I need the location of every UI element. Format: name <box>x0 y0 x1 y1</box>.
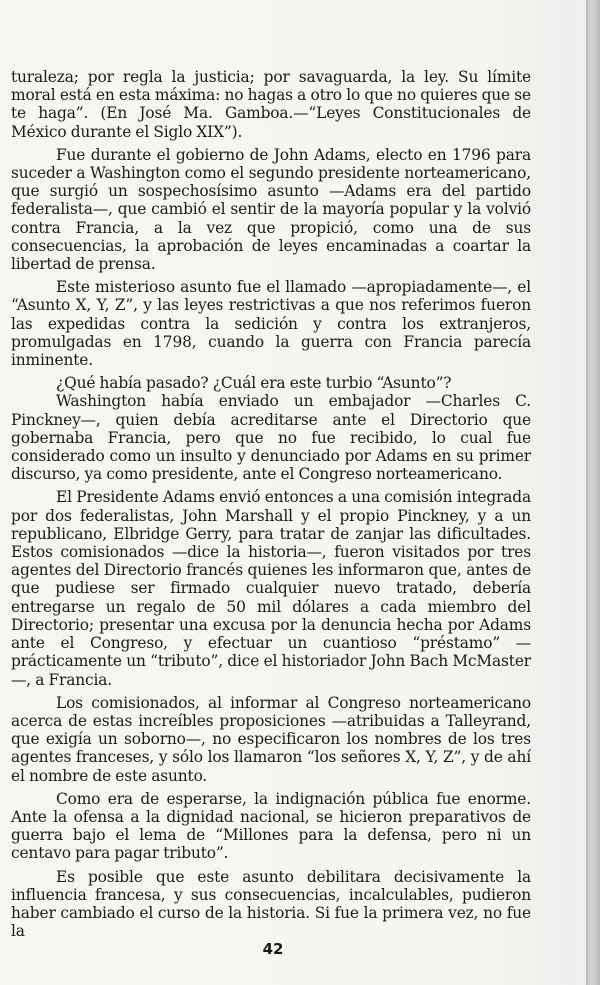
paragraph-question: ¿Qué había pasado? ¿Cuál era este turbio “Asunto”? <box>56 374 452 393</box>
paragraph-comisionados: Los comisionados, al informar al Congreso norteamericano acerca de estas increíbles proposiciones —atribuidas a Talleyrand, que exigía un soborno—, no especificaron los nombres de los tres agentes franceses, y sólo los llamaron “los señores X, Y, Z”, y de ahí el nombre de este asunto. <box>11 693 531 785</box>
paragraph-indignacion: Como era de esperarse, la indignación pública fue enorme. Ante la ofensa a la dignidad nacional, se hicieron preparativos de guerra bajo el lema de “Millones para la defensa, pero ni un centavo para pagar tributo”. <box>11 789 531 863</box>
paragraph-comision: El Presidente Adams envió entonces a una comisión integrada por dos federalistas, John Marshall y el propio Pinckney, y a un republicano, Elbridge Gerry, para tratar de zanjar las dificultades. Estos comisionados —dice la historia—, fueron visitados por tres agentes del Directorio francés quienes les informaron que, antes de que pudiese ser firmado cualquier nuevo tratado, debería entregarse un regalo de 50 mil dólares a cada miembro del Directorio; presentar una excusa por la denuncia hecha por Adams ante el Congreso, y efectuar un cuantioso “préstamo” —prácticamente un “tributo”, dice el historiador John Bach McMaster—, a Francia. <box>11 488 531 689</box>
body-text <box>11 68 531 940</box>
paragraph-pinckney: Washington había enviado un embajador —Charles C. Pinckney—, quien debía acreditarse ante el Directorio que gobernaba Francia, pero que no fue recibido, lo cual fue considerado como un insulto y denunciado por Adams en su primer discurso, ya como presidente, ante el Congreso norteamericano. <box>11 392 531 484</box>
paragraph-continuation: turaleza; por regla la justicia; por savaguarda, la ley. Su límite moral está en esta máxima: no hagas a otro lo que no quieres que se te haga”. (En José Ma. Gamboa.—“Leyes Constitucionales de México durante el Siglo XIX”). <box>11 68 531 141</box>
page-number: 42 <box>262 940 284 958</box>
page-edge-shadow <box>586 0 600 985</box>
paragraph-influencia: Es posible que este asunto debilitara decisivamente la influencia francesa, y sus consecuencias, incalculables, pudieron haber cambiado el curso de la historia. Si fue la primera vez, no fue la <box>11 867 531 941</box>
paragraph-john-adams: Fue durante el gobierno de John Adams, electo en 1796 para suceder a Washington como el segundo presidente norteamericano, que surgió un sospechosísimo asunto —Adams era del partido federalista—, que cambió el sentir de la mayoría popular y la volvió contra Francia, a la vez que propició, como una de sus consecuencias, la aprobación de leyes encaminadas a coartar la libertad de prensa. <box>11 145 531 274</box>
paragraph-asunto-xyz: Este misterioso asunto fue el llamado —apropiadamente—, el “Asunto X, Y, Z”, y las leyes restrictivas a que nos referimos fueron las expedidas contra la sedición y contra los extranjeros, promulgadas en 1798, cuando la guerra con Francia parecía inminente. <box>11 278 531 370</box>
